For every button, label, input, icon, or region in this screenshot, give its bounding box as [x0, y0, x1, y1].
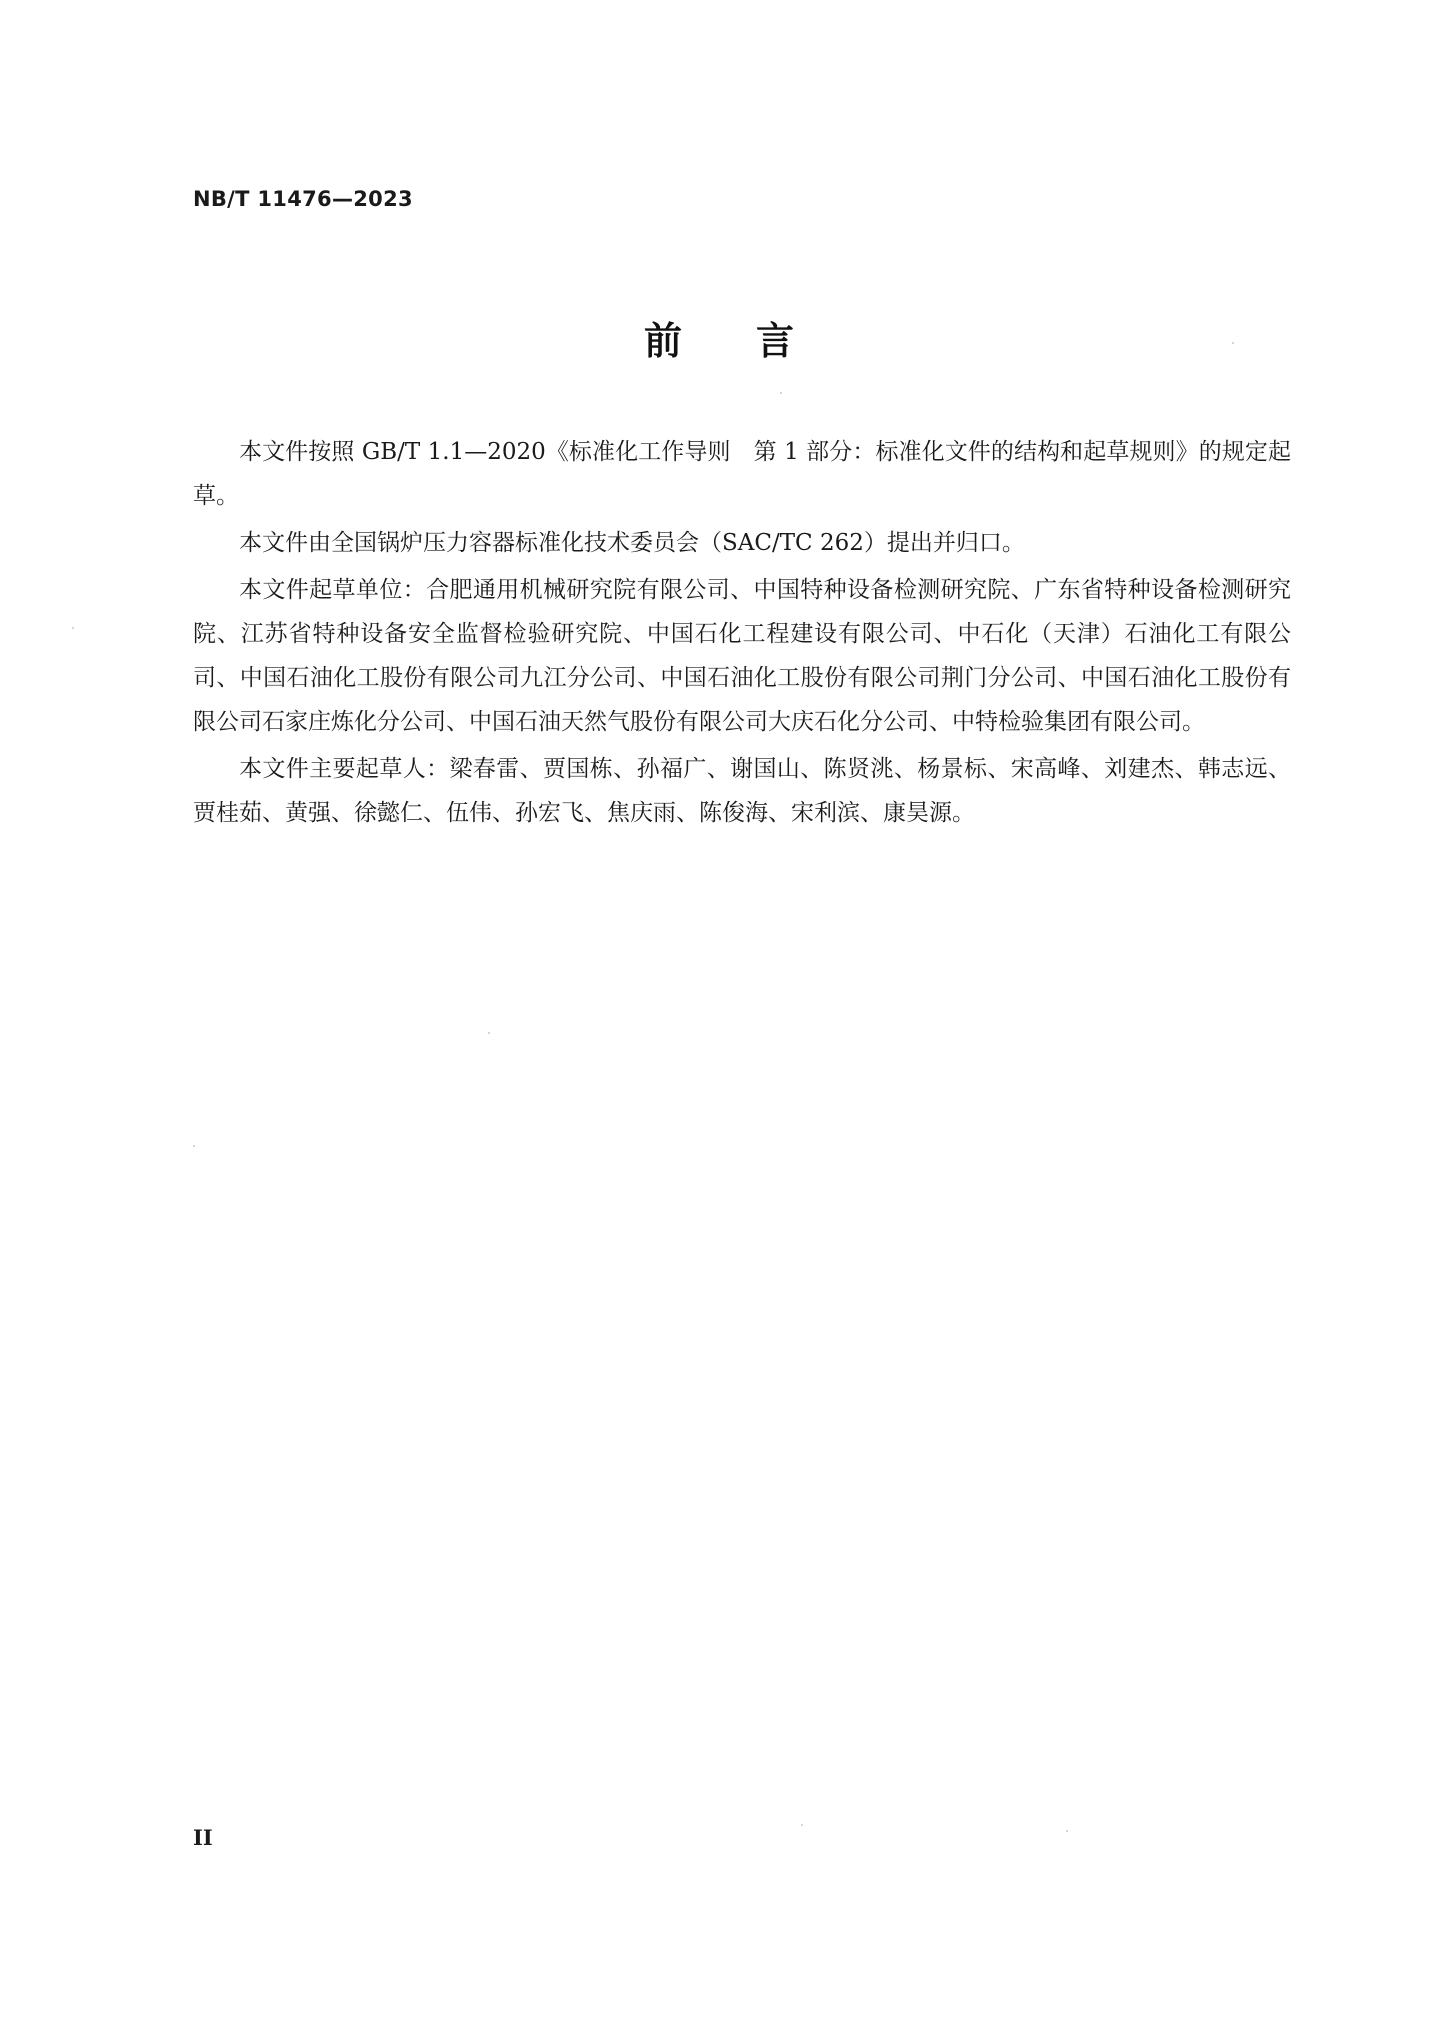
section-title — [0, 310, 1438, 365]
paragraph-drafting-units: 本文件起草单位：合肥通用机械研究院有限公司、中国特种设备检测研究院、广东省特种设备检测研究院、江苏省特种设备安全监督检验研究院、中国石化工程建设有限公司、中石化（天津）石油化工有限公司、中国石油化工股份有限公司九江分公司、中国石油化工股份有限公司荆门分公司、中国石油化工股份有限公司石家庄炼化分公司、中国石油天然气股份有限公司大庆石化分公司、中特检验集团有限公司。 — [193, 577, 1291, 735]
preface-body — [193, 430, 1291, 838]
page-number: II — [193, 1825, 213, 1850]
paragraph-drafting-rules: 本文件按照 GB/T 1.1—2020《标准化工作导则 第 1 部分：标准化文件的结构和起草规则》的规定起草。 — [193, 439, 1291, 509]
scan-speck — [193, 1145, 195, 1147]
document-code: NB/T 11476—2023 — [193, 187, 413, 211]
scan-speck — [488, 1032, 490, 1034]
scan-speck — [801, 1824, 803, 1826]
scan-speck — [1232, 342, 1234, 344]
scan-speck — [780, 392, 782, 394]
section-title-char-1: 前 — [643, 319, 682, 363]
paragraph-proposer: 本文件由全国锅炉压力容器标准化技术委员会（SAC/TC 262）提出并归口。 — [239, 530, 1025, 556]
paragraph-drafters: 本文件主要起草人：梁春雷、贾国栋、孙福广、谢国山、陈贤洮、杨景标、宋高峰、刘建杰、韩志远、贾桂茹、黄强、徐懿仁、伍伟、孙宏飞、焦庆雨、陈俊海、宋利滨、康昊源。 — [193, 756, 1291, 826]
section-title-char-2: 言 — [756, 319, 795, 363]
scan-speck — [72, 627, 74, 629]
scan-speck — [1066, 1830, 1068, 1832]
